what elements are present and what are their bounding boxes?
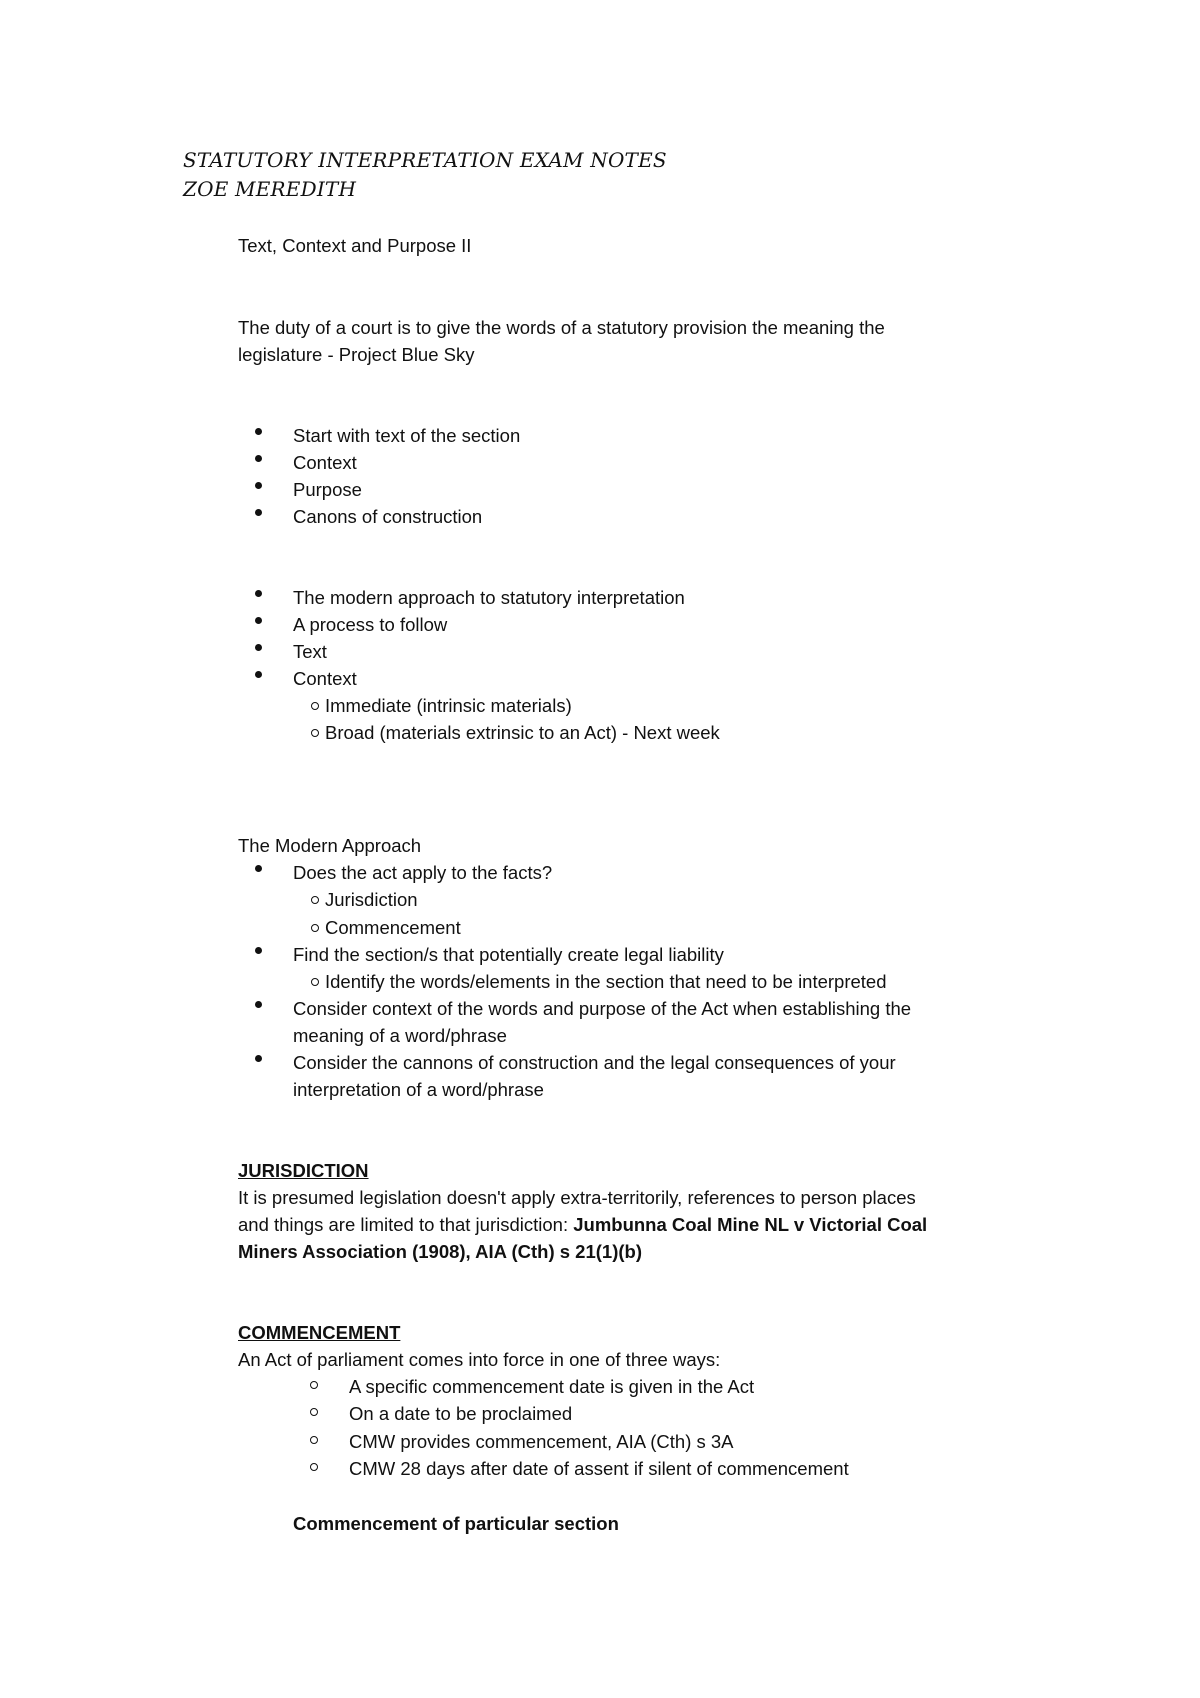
circle-bullet-icon xyxy=(310,1463,318,1471)
bullet-dot xyxy=(255,482,262,489)
sub-list-item-label: Jurisdiction xyxy=(325,889,418,910)
sub-list-item-label: Broad (materials extrinsic to an Act) - Next week xyxy=(325,722,720,743)
sub-list-item-label: Immediate (intrinsic materials) xyxy=(325,695,572,716)
sub-list-item xyxy=(311,914,461,941)
circle-bullet-icon xyxy=(311,924,319,932)
list-item: Context xyxy=(293,668,357,689)
duty-paragraph-line-1: The duty of a court is to give the words of a statutory provision the meaning the xyxy=(238,317,885,338)
list-item: Context xyxy=(293,452,357,473)
list-item-line-2: interpretation of a word/phrase xyxy=(293,1079,544,1100)
list-item: Find the section/s that potentially create legal liability xyxy=(293,944,724,965)
list-item-line-2: meaning of a word/phrase xyxy=(293,1025,507,1046)
bullet-dot xyxy=(255,1001,262,1008)
duty-paragraph-line-2: legislature - Project Blue Sky xyxy=(238,344,475,365)
list-item: A process to follow xyxy=(293,614,448,635)
commencement-item: A specific commencement date is given in the Act xyxy=(349,1376,755,1397)
circle-bullet-icon xyxy=(311,702,319,710)
commencement-item: On a date to be proclaimed xyxy=(349,1403,573,1424)
document-author: ZOE MEREDITH xyxy=(183,177,357,201)
commencement-item: CMW 28 days after date of assent if silent of commencement xyxy=(349,1458,849,1479)
list-item: The modern approach to statutory interpretation xyxy=(293,587,685,608)
subheading-commencement-particular-section: Commencement of particular section xyxy=(293,1513,619,1534)
sub-list-item xyxy=(311,692,572,719)
bullet-dot xyxy=(255,590,262,597)
list-item: Text xyxy=(293,641,327,662)
bullet-dot xyxy=(255,455,262,462)
circle-bullet-icon xyxy=(311,978,319,986)
commencement-intro: An Act of parliament comes into force in one of three ways: xyxy=(238,1349,721,1370)
sub-list-item xyxy=(311,886,418,913)
sub-list-item xyxy=(311,968,887,995)
bullet-dot xyxy=(255,617,262,624)
bullet-dot xyxy=(255,1055,262,1062)
bullet-dot xyxy=(255,509,262,516)
list-item: Purpose xyxy=(293,479,362,500)
section-heading-jurisdiction: JURISDICTION xyxy=(238,1160,369,1181)
sub-list-item-label: Identify the words/elements in the section that need to be interpreted xyxy=(325,971,887,992)
list-item-line-1: Consider context of the words and purpose of the Act when establishing the xyxy=(293,998,912,1019)
bullet-dot xyxy=(255,865,262,872)
circle-bullet-icon xyxy=(310,1381,318,1389)
case-citation-line-3: Miners Association (1908), AIA (Cth) s 21(1)(b) xyxy=(238,1241,642,1262)
bullet-dot xyxy=(255,947,262,954)
sub-list-item-label: Commencement xyxy=(325,917,461,938)
list-item-line-1: Consider the cannons of construction and the legal consequences of your xyxy=(293,1052,896,1073)
circle-bullet-icon xyxy=(311,729,319,737)
section-heading-modern-approach: The Modern Approach xyxy=(238,835,422,856)
circle-bullet-icon xyxy=(310,1408,318,1416)
list-item: Canons of construction xyxy=(293,506,483,527)
bullet-dot xyxy=(255,671,262,678)
jurisdiction-line-1: It is presumed legislation doesn't apply extra-territorily, references to person places xyxy=(238,1187,916,1208)
commencement-item: CMW provides commencement, AIA (Cth) s 3A xyxy=(349,1431,734,1452)
circle-bullet-icon xyxy=(311,896,319,904)
jurisdiction-text: and things are limited to that jurisdiction: xyxy=(238,1214,574,1235)
list-item: Does the act apply to the facts? xyxy=(293,862,553,883)
jurisdiction-line-2 xyxy=(238,1211,927,1238)
section-heading-text-context-purpose: Text, Context and Purpose II xyxy=(238,235,472,256)
sub-list-item xyxy=(311,719,720,746)
case-citation: Jumbunna Coal Mine NL v Victorial Coal xyxy=(573,1214,928,1235)
bullet-dot xyxy=(255,428,262,435)
list-item: Start with text of the section xyxy=(293,425,521,446)
section-heading-commencement: COMMENCEMENT xyxy=(238,1322,401,1343)
circle-bullet-icon xyxy=(310,1436,318,1444)
document-title: STATUTORY INTERPRETATION EXAM NOTES xyxy=(183,148,667,172)
bullet-dot xyxy=(255,644,262,651)
